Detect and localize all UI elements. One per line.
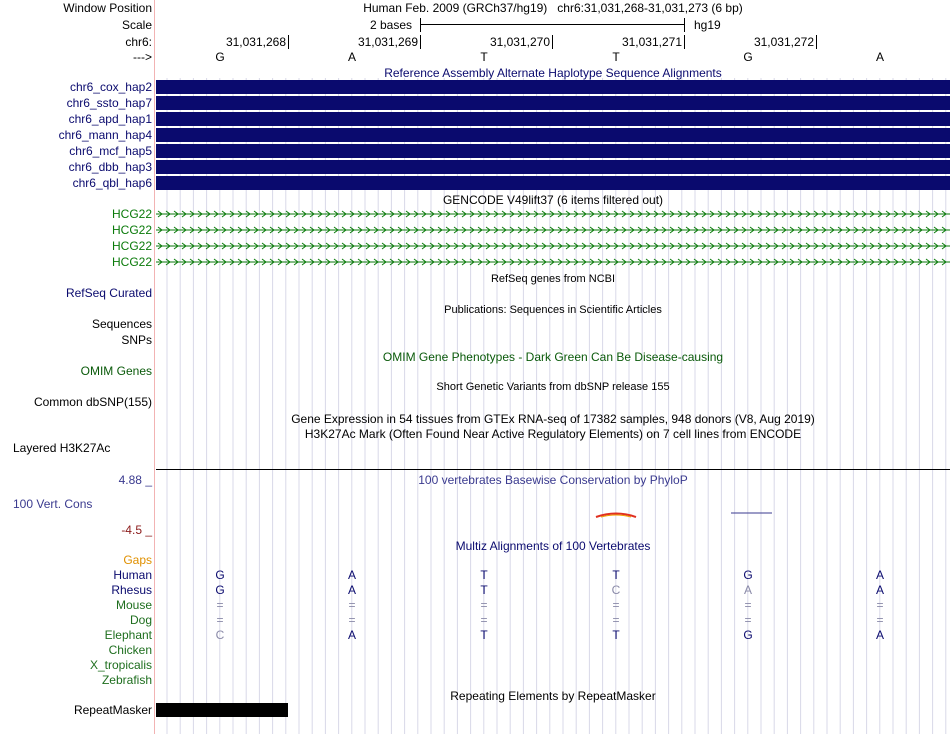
hap-label[interactable]: chr6_qbl_hap6 bbox=[72, 176, 152, 190]
phylop-track-title[interactable]: 100 vertebrates Basewise Conservation by PhyloP bbox=[418, 473, 688, 487]
species-alignment-row bbox=[156, 613, 950, 627]
ruler-tick bbox=[420, 35, 421, 49]
alignment-base: A bbox=[743, 583, 752, 597]
species-label[interactable]: Rhesus bbox=[111, 583, 152, 597]
position-ruler bbox=[156, 35, 950, 49]
hap-alignment-bar[interactable] bbox=[156, 160, 950, 174]
repeat-element-block[interactable] bbox=[156, 703, 288, 717]
ruler-tick bbox=[684, 35, 685, 49]
alignment-base: G bbox=[743, 568, 753, 582]
dbsnp-label[interactable]: Common dbSNP(155) bbox=[33, 395, 152, 409]
window-position-label: Window Position bbox=[63, 1, 152, 15]
repeat-label[interactable]: RepeatMasker bbox=[73, 703, 152, 717]
h3k27-baseline bbox=[156, 469, 950, 470]
scale-label: Scale bbox=[121, 18, 152, 32]
gtex-track-title[interactable]: Gene Expression in 54 tissues from GTEx RNA-seq of 17382 samples, 948 donors (V8, Aug 2019) bbox=[291, 412, 815, 426]
reference-base: G bbox=[743, 50, 753, 64]
hap-label[interactable]: chr6_apd_hap1 bbox=[68, 112, 152, 126]
sequences-label[interactable]: Sequences bbox=[91, 317, 152, 331]
pubs-track-title[interactable]: Publications: Sequences in Scientific Articles bbox=[444, 304, 662, 316]
dbsnp-track-title[interactable]: Short Genetic Variants from dbSNP release 155 bbox=[436, 381, 670, 393]
species-alignment-row bbox=[156, 643, 950, 657]
h3k27-label[interactable]: Layered H3K27Ac bbox=[13, 441, 111, 455]
reference-base: T bbox=[480, 50, 488, 64]
alignment-base: = bbox=[480, 613, 488, 627]
omim-label[interactable]: OMIM Genes bbox=[80, 364, 152, 378]
alignment-base: G bbox=[215, 568, 225, 582]
alignment-base: = bbox=[744, 598, 752, 612]
alignment-base: G bbox=[215, 583, 225, 597]
window-position-value: Human Feb. 2009 (GRCh37/hg19) chr6:31,031,268-31,031,273 (6 bp) bbox=[363, 1, 743, 15]
gene-model-arrows[interactable] bbox=[156, 207, 950, 221]
ruler-tick bbox=[816, 35, 817, 49]
scale-bar bbox=[156, 18, 950, 32]
alignment-base: A bbox=[875, 583, 884, 597]
alignment-base: = bbox=[612, 613, 620, 627]
reference-base: T bbox=[612, 50, 620, 64]
phylop-min-label: -4.5 _ bbox=[121, 523, 152, 537]
alignment-base: = bbox=[876, 613, 884, 627]
phylop-label[interactable]: 100 Vert. Cons bbox=[13, 497, 93, 511]
alignment-base: = bbox=[216, 598, 224, 612]
alignment-base: = bbox=[348, 613, 356, 627]
species-label[interactable]: X_tropicalis bbox=[89, 658, 152, 672]
alignment-base: T bbox=[612, 568, 620, 582]
species-alignment-row bbox=[156, 673, 950, 687]
alignment-base: T bbox=[480, 568, 488, 582]
refseq-label[interactable]: RefSeq Curated bbox=[65, 286, 152, 300]
multiz-track-title[interactable]: Multiz Alignments of 100 Vertebrates bbox=[455, 539, 651, 553]
gene-model-arrows[interactable] bbox=[156, 239, 950, 253]
hap-track-title[interactable]: Reference Assembly Alternate Haplotype Sequence Alignments bbox=[384, 66, 722, 80]
reference-base: A bbox=[875, 50, 884, 64]
gene-model-arrows[interactable] bbox=[156, 223, 950, 237]
strand-label: ---> bbox=[133, 50, 152, 64]
h3k27-track-title[interactable]: H3K27Ac Mark (Often Found Near Active Regulatory Elements) on 7 cell lines from ENCODE bbox=[304, 427, 802, 441]
reference-base: G bbox=[215, 50, 225, 64]
hap-alignment-bar[interactable] bbox=[156, 144, 950, 158]
alignment-base: G bbox=[743, 628, 753, 642]
hap-label[interactable]: chr6_mann_hap4 bbox=[58, 128, 152, 142]
alignment-base: A bbox=[347, 628, 356, 642]
scale-assembly: hg19 bbox=[694, 18, 721, 32]
omim-track-title[interactable]: OMIM Gene Phenotypes - Dark Green Can Be Disease-causing bbox=[382, 350, 724, 364]
repeat-track-title[interactable]: Repeating Elements by RepeatMasker bbox=[450, 689, 656, 703]
ruler-position-label: 31,031,270 bbox=[489, 35, 550, 49]
alignment-base: C bbox=[215, 628, 225, 642]
gene-label[interactable]: HCG22 bbox=[111, 255, 152, 269]
alignment-base: C bbox=[611, 583, 621, 597]
alignment-base: T bbox=[612, 628, 620, 642]
species-label[interactable]: Zebrafish bbox=[101, 673, 152, 687]
gene-label[interactable]: HCG22 bbox=[111, 207, 152, 221]
gencode-track-title[interactable]: GENCODE V49lift37 (6 items filtered out) bbox=[442, 193, 664, 207]
species-label[interactable]: Dog bbox=[129, 613, 152, 627]
ruler-position-label: 31,031,268 bbox=[225, 35, 286, 49]
ruler-tick bbox=[552, 35, 553, 49]
alignment-base: T bbox=[480, 628, 488, 642]
species-alignment-row bbox=[156, 568, 950, 582]
hap-label[interactable]: chr6_mcf_hap5 bbox=[69, 144, 152, 158]
species-alignment-row bbox=[156, 583, 950, 597]
hap-alignment-bar[interactable] bbox=[156, 176, 950, 190]
alignment-base: = bbox=[480, 598, 488, 612]
scale-text: 2 bases bbox=[370, 18, 413, 32]
alignment-base: = bbox=[612, 598, 620, 612]
chrom-label: chr6: bbox=[125, 35, 152, 49]
alignment-base: = bbox=[216, 613, 224, 627]
ruler-position-label: 31,031,272 bbox=[753, 35, 814, 49]
alignment-base: = bbox=[744, 613, 752, 627]
alignment-base: A bbox=[347, 568, 356, 582]
species-label[interactable]: Chicken bbox=[108, 643, 152, 657]
ruler-tick bbox=[288, 35, 289, 49]
ruler-position-label: 31,031,271 bbox=[621, 35, 682, 49]
gene-model-arrows[interactable] bbox=[156, 255, 950, 269]
alignment-base: = bbox=[348, 598, 356, 612]
gene-label[interactable]: HCG22 bbox=[111, 223, 152, 237]
phylop-max-label: 4.88 _ bbox=[118, 473, 152, 487]
hap-label[interactable]: chr6_dbb_hap3 bbox=[68, 160, 152, 174]
alignment-base: A bbox=[875, 628, 884, 642]
gaps-label[interactable]: Gaps bbox=[123, 553, 152, 567]
species-alignment-row bbox=[156, 628, 950, 642]
species-alignment-row bbox=[156, 598, 950, 612]
hap-alignment-bar[interactable] bbox=[156, 80, 950, 94]
gene-label[interactable]: HCG22 bbox=[111, 239, 152, 253]
species-label[interactable]: Human bbox=[113, 568, 152, 582]
hap-alignment-bar[interactable] bbox=[156, 112, 950, 126]
species-label[interactable]: Mouse bbox=[115, 598, 152, 612]
hap-label[interactable]: chr6_cox_hap2 bbox=[69, 80, 152, 94]
refseq-track-title[interactable]: RefSeq genes from NCBI bbox=[490, 273, 616, 285]
alignment-base: A bbox=[347, 583, 356, 597]
label-panel-divider bbox=[154, 0, 155, 734]
alignment-base: T bbox=[480, 583, 488, 597]
reference-base: A bbox=[347, 50, 356, 64]
species-label[interactable]: Elephant bbox=[104, 628, 152, 642]
alignment-base: = bbox=[876, 598, 884, 612]
hap-alignment-bar[interactable] bbox=[156, 128, 950, 142]
hap-alignment-bar[interactable] bbox=[156, 96, 950, 110]
alignment-base: A bbox=[875, 568, 884, 582]
reference-bases bbox=[156, 50, 950, 64]
species-alignment-row bbox=[156, 658, 950, 672]
snps-label[interactable]: SNPs bbox=[121, 333, 152, 347]
ruler-position-label: 31,031,269 bbox=[357, 35, 418, 49]
phylop-signal bbox=[156, 505, 950, 525]
hap-label[interactable]: chr6_ssto_hap7 bbox=[66, 96, 152, 110]
